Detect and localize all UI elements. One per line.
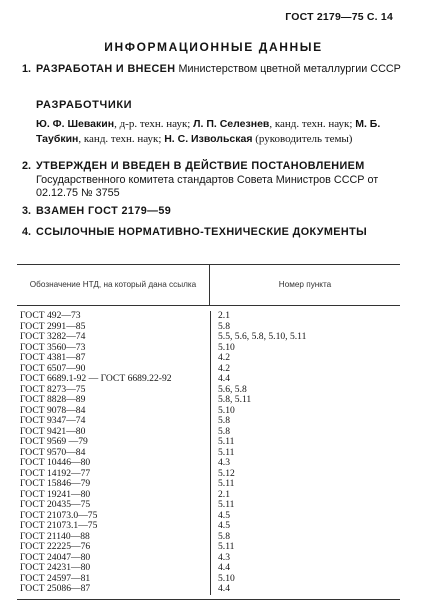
table-cell-document: ГОСТ 8828—89 (20, 395, 86, 405)
item-column (211, 311, 400, 595)
section-number: 3. (22, 205, 32, 217)
section-heading: ВЗАМЕН ГОСТ 2179—59 (36, 205, 172, 217)
table-cell-item: 4.3 (218, 458, 230, 468)
table-cell-item: 5.12 (218, 468, 235, 479)
table-cell-item: 4.3 (218, 552, 230, 563)
table-cell-item: 4.5 (218, 510, 230, 521)
section-4 (22, 226, 402, 240)
table-cell-document: ГОСТ 6689.1-92 — ГОСТ 6689.22-92 (20, 374, 172, 384)
developer-name: Н. С. Извольская (164, 132, 253, 145)
table-cell-document: ГОСТ 9569 —79 (20, 437, 88, 447)
table-cell-item: 5.8 (218, 531, 230, 542)
table-cell-item: 5.11 (218, 479, 235, 489)
section-number: 2. (22, 160, 32, 172)
section-text: Министерством цветной металлургии СССР (175, 63, 401, 75)
table-cell-document: ГОСТ 15846—79 (20, 479, 91, 489)
table-cell-document: ГОСТ 24231—80 (20, 563, 91, 573)
table-header-item: Номер пункта (278, 280, 332, 289)
table-cell-document: ГОСТ 24597—81 (20, 573, 91, 584)
table-cell-document: ГОСТ 9421—80 (20, 426, 86, 437)
table-cell-document: ГОСТ 4381—87 (20, 353, 86, 363)
section-1 (22, 63, 402, 77)
table-cell-document: ГОСТ 25086—87 (20, 584, 91, 594)
table-cell-document: ГОСТ 14192—77 (20, 468, 91, 479)
developer-degree: , канд. техн. наук; (78, 132, 165, 145)
section-2 (22, 160, 402, 201)
table-cell-item: 5.8, 5.11 (218, 395, 252, 405)
table-cell-item: 5.11 (218, 500, 235, 510)
developer-degree: , канд. техн. наук; (269, 118, 356, 130)
table-cell-item: 5.10 (218, 405, 235, 416)
table-cell-item: 5.10 (218, 342, 235, 353)
table-cell-document: ГОСТ 492—73 (20, 311, 81, 321)
developer-degree: (руководитель темы) (252, 132, 353, 145)
table-header-row (17, 265, 400, 306)
table-cell-document: ГОСТ 22225—76 (20, 542, 91, 552)
table-cell-item: 5.11 (218, 542, 235, 552)
section-text: Государственного комитета стандартов Совета Министров СССР от 02.12.75 № 3755 (36, 173, 379, 199)
table-cell-document: ГОСТ 21140—88 (20, 531, 90, 542)
developer-name: Ю. Ф. Шевакин (36, 118, 115, 130)
developers-heading: РАЗРАБОТЧИКИ (36, 99, 133, 111)
table-cell-item: 5.10 (218, 573, 235, 584)
section-body (36, 63, 402, 77)
table-cell-document: ГОСТ 9078—84 (20, 405, 86, 416)
table-cell-document: ГОСТ 21073.1—75 (20, 521, 98, 531)
section-body (36, 160, 402, 201)
table-body (17, 306, 400, 599)
page-header: ГОСТ 2179—75 С. 14 (285, 11, 393, 23)
table-cell-document: ГОСТ 6507—90 (20, 363, 86, 374)
section-number: 4. (22, 226, 32, 238)
table-cell-item: 5.5, 5.6, 5.8, 5.10, 5.11 (218, 332, 307, 342)
table-cell-document: ГОСТ 24047—80 (20, 552, 91, 563)
section-number: 1. (22, 63, 32, 75)
table-header-document: Обозначение НТД, на который дана ссылка (17, 265, 210, 305)
section-heading: ССЫЛОЧНЫЕ НОРМАТИВНО-ТЕХНИЧЕСКИЕ ДОКУМЕНТЫ (36, 226, 368, 238)
table-cell-item: 2.1 (218, 311, 230, 321)
table-cell-document: ГОСТ 20435—75 (20, 500, 91, 510)
table-cell-item: 5.6, 5.8 (218, 384, 247, 395)
table-cell-document: ГОСТ 3282—74 (20, 332, 86, 342)
table-cell-item: 4.5 (218, 521, 230, 531)
table-cell-item: 4.2 (218, 363, 230, 374)
developer-degree: , д-р. техн. наук; (114, 118, 194, 130)
table-cell-item: 5.8 (218, 321, 230, 332)
table-cell-item: 4.4 (218, 374, 230, 384)
page-title: ИНФОРМАЦИОННЫЕ ДАННЫЕ (104, 40, 323, 54)
section-3 (22, 205, 402, 219)
section-heading: РАЗРАБОТАН И ВНЕСЕН (36, 63, 176, 75)
table-cell-document: ГОСТ 9347—74 (20, 416, 86, 426)
references-table (17, 264, 400, 600)
table-cell-document: ГОСТ 10446—80 (20, 458, 91, 468)
table-cell-item: 5.11 (218, 437, 235, 447)
table-cell-document: ГОСТ 9570—84 (20, 447, 86, 458)
table-cell-item: 4.4 (218, 563, 230, 573)
table-cell-item: 5.8 (218, 426, 230, 437)
section-body (36, 205, 402, 219)
table-cell-item: 4.2 (218, 353, 230, 363)
section-body (36, 226, 402, 240)
developers-list (36, 117, 398, 146)
document-column (17, 311, 211, 595)
table-cell-document: ГОСТ 19241—80 (20, 489, 91, 500)
table-cell-document: ГОСТ 8273—75 (20, 384, 86, 395)
table-cell-item: 2.1 (218, 489, 230, 500)
table-cell-document: ГОСТ 21073.0—75 (20, 510, 98, 521)
section-heading: УТВЕРЖДЕН И ВВЕДЕН В ДЕЙСТВИЕ ПОСТАНОВЛЕНИЕМ (36, 160, 365, 172)
developer-name: Л. П. Селезнев (193, 118, 270, 130)
table-cell-document: ГОСТ 3560—73 (20, 342, 86, 353)
developer-name: М. Б. Таубкин (36, 118, 381, 145)
table-cell-item: 5.11 (218, 447, 235, 458)
table-cell-document: ГОСТ 2991—85 (20, 321, 86, 332)
table-cell-item: 4.4 (218, 584, 230, 594)
table-cell-item: 5.8 (218, 416, 230, 426)
